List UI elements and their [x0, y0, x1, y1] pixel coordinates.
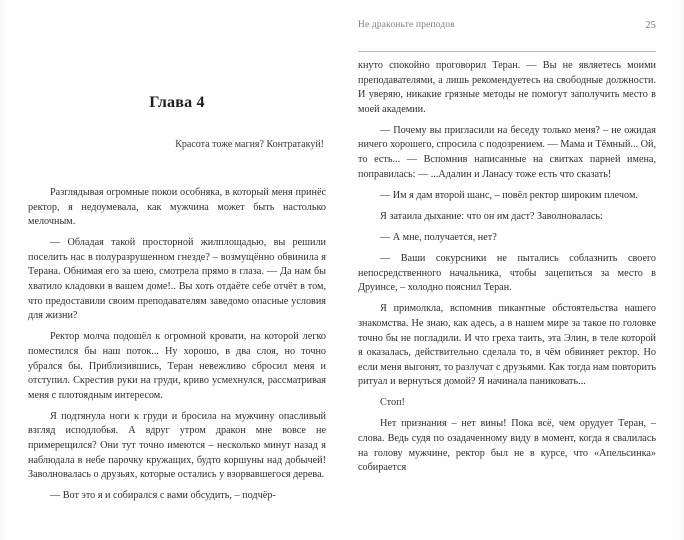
paragraph: Нет признания – нет вины! Пока всё, чем орудует Теран, – слова. Ведь судя по озадаченному виду в момент, когда я свалилась на голову мужчине, ректор был не в курсе, что «Апельсинка» собирается	[358, 418, 656, 474]
paragraph: Я примолкла, вспомнив пикантные обстоятельства нашего знакомства. Не знаю, как адесь, а в нашем мире за такое по головке точно бы не погладили. И что греха таить, эта Элин, в теле которой я оказалась, действительно сделала то, в чём обвиняет ректор. Но если меня выгонят, то разлучат с друзьями. Как тогда нам повторить ритуал и вернуться домой? Я начинала паниковать...	[358, 303, 656, 388]
chapter-spacer	[28, 152, 326, 174]
paragraph: Я подтянула ноги к груди и бросила на мужчину опасливый взгляд исподлобья. А вдруг утром дракон мне вовсе не примерещился? Они тут точно имеются – несколько минут назад я наблюдала в небе парочку кружащих, будто коршуны над добычей! Заволновалась о друзьях, которые остались у взорвавшегося дерева.	[28, 410, 326, 481]
paragraph: — А мне, получается, нет?	[380, 231, 497, 243]
paragraph: Разглядывая огромные покои особняка, в который меня принёс ректор, я недоумевала, как мужчина может быть настолько мелочным.	[28, 187, 326, 228]
paragraph: — Им я дам второй шанс, – повёл ректор широким плечом.	[380, 189, 638, 201]
body-text-right	[358, 59, 656, 476]
page-right	[342, 0, 684, 540]
paragraph: Я затаила дыхание: что он им даст? Заволновалась:	[380, 210, 603, 222]
paragraph: — Ваши сокурсники не пытались соблазнить своего непосредственного начальника, чтобы зацепиться за место в Друинсе, – холодно пояснил Теран.	[358, 253, 656, 294]
chapter-epigraph: Красота тоже магия? Контратакуй!	[175, 139, 324, 150]
page-edge-shading-right	[678, 0, 684, 540]
paragraph: Стоп!	[380, 397, 405, 409]
paragraph: Ректор молча подошёл к огромной кровати, на которой легко поместился бы наш поток... Ну хорошо, в два слоя, но точно убрался бы. Приблизившись, Теран невежливо сбросил меня и отступил. Скрестив руки на груди, криво усмехнулся, рассматривая меня с плотоядным интересом.	[28, 331, 326, 401]
running-head-right	[358, 20, 656, 52]
paragraph: — Вот это я и собирался с вами обсудить, – подчёр-	[50, 490, 276, 502]
chapter-title: Глава 4	[149, 94, 205, 111]
body-text-left	[28, 186, 326, 504]
page-edge-shading-left	[0, 0, 6, 540]
paragraph: кнуто спокойно проговорил Теран. — Вы не являетесь моими преподавателями, а лишь рекомендуетесь на свободные должности. И уверяю, никакие грязные методы не помогут заполучить место в моей академии.	[358, 60, 656, 115]
page-number-right: 25	[645, 20, 656, 31]
paragraph: — Обладая такой просторной жилплощадью, вы решили поселить нас в полуразрушенном гнезде? – возмущённо обвинила я Терана. Обнимая его за шею, смотрела прямо в глаза. — Да нам бы хватило кладовки в вашем доме!.. Вы хоть отдаёте себе отчёт в том, что предоставили своим преподавателям заведомо опасные условия для жизни?	[28, 237, 326, 322]
running-head-left	[28, 20, 326, 52]
paragraph: — Почему вы пригласили на беседу только меня? – не ожидая ничего хорошего, спросила с подозрением. — Мама и Тёмный... Ой, то есть... — Вспомнив написанные на свитках парней имена, поправилась: — ...Адалин и Ланасу тоже есть что сказать!	[358, 124, 656, 180]
running-head-title-right: Не драконьте преподов	[358, 20, 455, 30]
